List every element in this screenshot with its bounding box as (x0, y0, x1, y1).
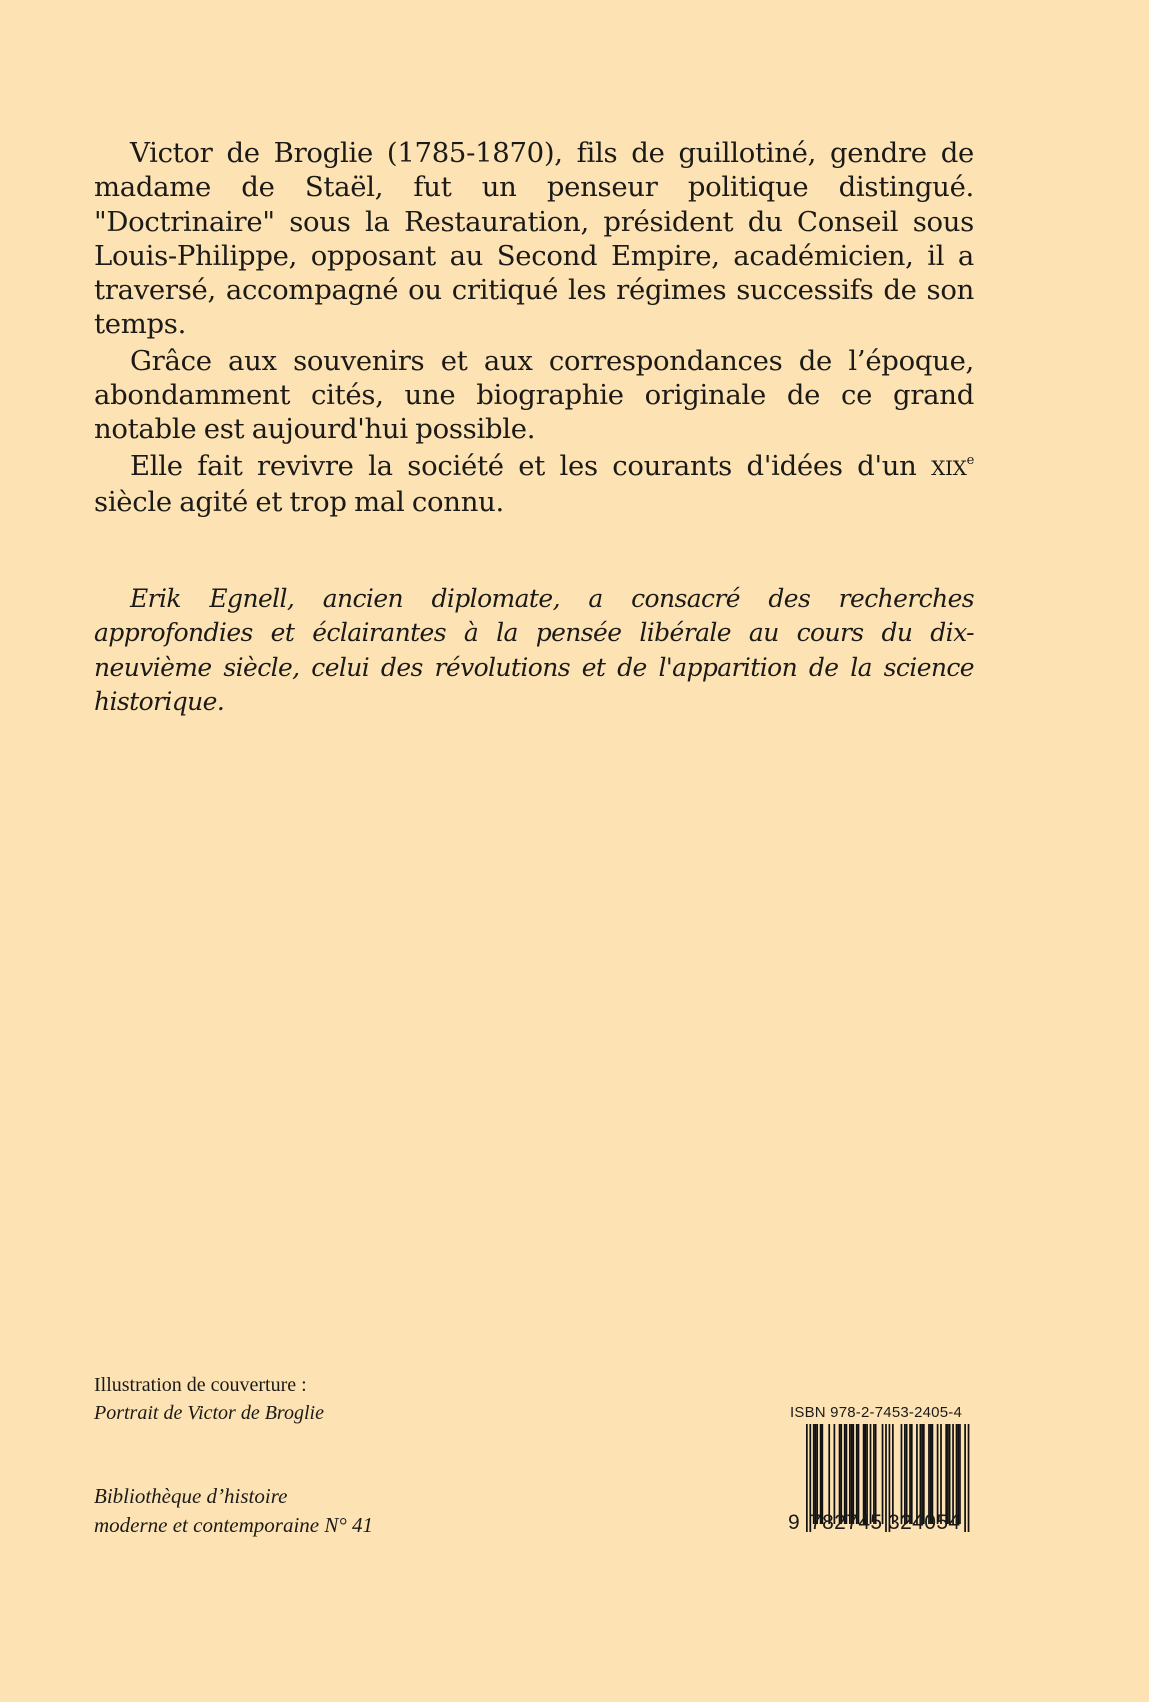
barcode-bar (821, 1424, 823, 1524)
barcode-bar (851, 1424, 853, 1524)
barcode-bar (892, 1424, 894, 1524)
barcode-bar (940, 1424, 942, 1524)
barcode-bar (813, 1424, 815, 1524)
barcode-bar (828, 1424, 830, 1524)
blurb-paragraph-3-end: siècle agité et trop mal connu. (94, 485, 504, 518)
barcode-bar (901, 1424, 903, 1524)
blurb-paragraph-2: Grâce aux souvenirs et aux correspondances de l’époque, abondamment cités, une biographie originale de ce grand notable est aujourd'hui possible. (94, 344, 974, 446)
barcode-bar (957, 1424, 959, 1524)
barcode-bar (840, 1424, 842, 1524)
barcode-bar (844, 1424, 846, 1524)
barcode-bar (928, 1424, 930, 1524)
barcode-bar (930, 1424, 932, 1524)
barcode-bar (909, 1424, 911, 1524)
series-info (94, 1482, 373, 1540)
barcode-bar (932, 1424, 934, 1524)
barcode-bar (852, 1424, 854, 1524)
barcode-bar (952, 1424, 954, 1524)
author-note (94, 582, 974, 719)
barcode-bar (947, 1424, 949, 1524)
barcode-bar (882, 1424, 884, 1524)
barcode-bar (866, 1424, 868, 1524)
barcode-bar (873, 1424, 875, 1524)
author-note-text: Erik Egnell, ancien diplomate, a consacré des recherches approfondies et éclairantes à la pensée libérale au cours du dix-neuvième siècle, celui des révolutions et de l'apparition de la science historique. (94, 584, 974, 716)
barcode-bar (906, 1424, 908, 1524)
back-cover-blurb (94, 136, 974, 521)
barcode-bar (856, 1424, 858, 1524)
barcode-bar (816, 1424, 818, 1524)
barcode-bar (870, 1424, 872, 1524)
barcode-digit-first: 9 (788, 1511, 800, 1534)
cover-credit (94, 1371, 324, 1427)
barcode-bar (937, 1424, 939, 1524)
barcode-bar (864, 1424, 866, 1524)
barcode-bar (820, 1424, 822, 1524)
barcode-bar (916, 1424, 918, 1524)
series-line-1: Bibliothèque d’histoire (94, 1484, 288, 1508)
blurb-paragraph-1: Victor de Broglie (1785-1870), fils de guillotiné, gendre de madame de Staël, fut un penseur politique distingué. "Doctrinaire" sous la Restauration, président du Conseil sous Louis-Philippe, opposant au Second Empire, académicien, il a traversé, accompagné ou critiqué les régimes successifs de son temps. (94, 137, 974, 341)
isbn-label: ISBN 978-2-7453-2405-4 (790, 1404, 963, 1421)
barcode-digits-left: 782745 (810, 1511, 883, 1534)
barcode-bar (839, 1424, 841, 1524)
barcode-bar (875, 1424, 877, 1524)
barcode-bar (815, 1424, 817, 1524)
century-numeral: XIX (931, 455, 967, 480)
barcode-bar (945, 1424, 947, 1524)
barcode-bar (858, 1424, 860, 1524)
series-line-2: moderne et contemporaine N° 41 (94, 1513, 374, 1537)
century-superscript: e (966, 452, 974, 468)
barcode-bar (834, 1424, 836, 1524)
blurb-paragraph-3 (94, 449, 974, 520)
barcode-bar (956, 1424, 958, 1524)
barcode-bar (959, 1424, 961, 1524)
barcode-bar (911, 1424, 913, 1524)
barcode-bar (923, 1424, 925, 1524)
barcode-bar (904, 1424, 906, 1524)
barcode-digits (788, 1510, 972, 1536)
barcode-digits-right: 324054 (888, 1511, 961, 1534)
barcode-bar (920, 1424, 922, 1524)
barcode-bar (863, 1424, 865, 1524)
barcode-bar (849, 1424, 851, 1524)
cover-credit-title: Portrait de Victor de Broglie (94, 1402, 324, 1424)
barcode-bar (949, 1424, 951, 1524)
barcode-bar (921, 1424, 923, 1524)
blurb-paragraph-3-start: Elle fait revivre la société et les courants d'idées d'un (130, 449, 932, 482)
barcode-bar (846, 1424, 848, 1524)
isbn-barcode (788, 1404, 972, 1536)
cover-credit-label: Illustration de couverture : (94, 1374, 307, 1396)
